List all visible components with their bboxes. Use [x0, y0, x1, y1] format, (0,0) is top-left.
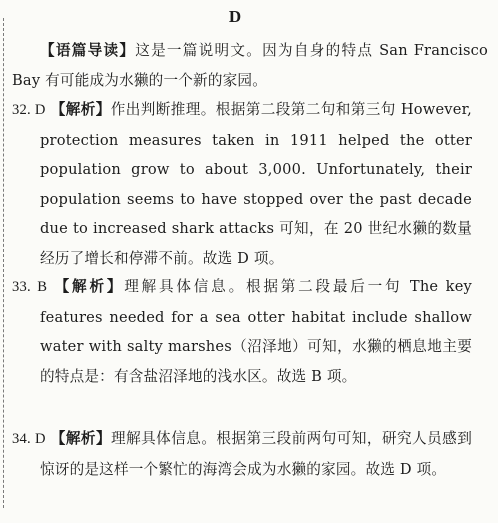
reading-guide-text: 这是一篇说明文。因为自身的特点 San Francisco Bay 有可能成为水獭的一个新的家园。: [12, 42, 489, 89]
answer-number: 34. D: [12, 431, 46, 447]
analysis-text: 作出判断推理。根据第二段第二句和第三句 However, protection measures taken in 1911 helped the otter population grow to about 3,000. Unfortunately, their population seems to have stopped over the past decade due to increased shark attacks 可知，在 20 世纪水獭的数量经历了增长和停滞不前。故选 D 项。: [40, 101, 472, 267]
dashed-margin-rule: [3, 18, 4, 508]
section-title: D: [228, 7, 242, 26]
answer-item-33: [12, 272, 472, 391]
analysis-text: 理解具体信息。根据第三段前两句可知，研究人员感到惊讶的是这样一个繁忙的海湾会成为水獭的家园。故选 D 项。: [40, 430, 472, 478]
analysis-tag: 【解析】: [50, 101, 111, 118]
analysis-tag: 【解析】: [50, 430, 112, 447]
answer-number: 33. B: [12, 279, 48, 295]
analysis-text: 理解具体信息。根据第二段最后一句 The key features needed for a sea otter habitat include shallow water with salty marshes（沼泽地）可知，水獭的栖息地主要的特点是：有含盐沼泽地的浅水区。故选 B 项。: [40, 278, 473, 385]
analysis-tag: 【解析】: [54, 278, 125, 295]
reading-guide: [12, 36, 488, 95]
answer-item-34: [12, 424, 472, 484]
reading-guide-tag: 【语篇导读】: [40, 42, 136, 59]
answer-number: 32. D: [12, 102, 46, 118]
answer-item-32: [12, 95, 472, 273]
